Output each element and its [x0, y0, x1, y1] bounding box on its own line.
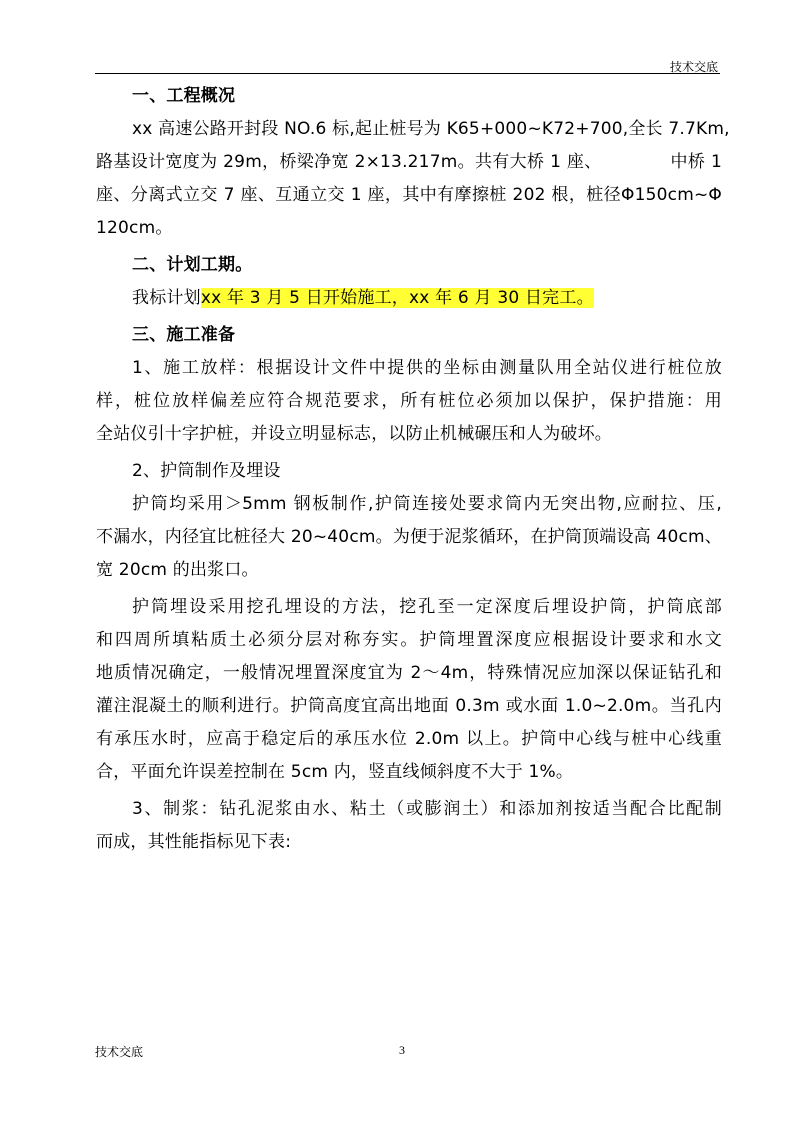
paragraph-line: 和四周所填粘质土必须分层对称夯实。护筒埋置深度应根据设计要求和水文 — [96, 630, 722, 650]
paragraph-line: 有承压水时，应高于稳定后的承压水位 2.0m 以上。护筒中心线与桩中心线重 — [96, 729, 722, 749]
paragraph-line: 座、分离式立交 7 座、互通立交 1 座，其中有摩擦桩 202 根，桩径Φ150cm~Φ — [96, 185, 722, 205]
section-1-title: 一、工程概况 — [132, 86, 236, 106]
plan-line — [96, 282, 722, 315]
paragraph-line: 120cm。 — [96, 218, 173, 238]
plan-highlight: xx 年 3 月 5 日开始施工，xx 年 6 月 30 日完工。 — [200, 288, 594, 308]
paragraph-line: 合，平面允许误差控制在 5cm 内，竖直线倾斜度不大于 1%。 — [96, 762, 574, 782]
paragraph-line: 灌注混凝土的顺利进行。护筒高度宜高出地面 0.3m 或水面 1.0~2.0m。当孔内 — [96, 696, 722, 716]
paragraph-line: 护筒均采用＞5mm 钢板制作,护筒连接处要求筒内无突出物,应耐拉、压, — [132, 494, 722, 514]
paragraph-line: 全站仪引十字护桩，并设立明显标志，以防止机械碾压和人为破坏。 — [96, 424, 612, 444]
section-3-title: 三、施工准备 — [132, 325, 236, 345]
paragraph-line: 3、制浆：钻孔泥浆由水、粘土（或膨润土）和添加剂按适当配合比配制 — [132, 799, 722, 819]
footer-label: 技术交底 — [95, 1045, 144, 1059]
item-2-title: 2、护筒制作及埋设 — [132, 461, 281, 481]
paragraph-line: 样，桩位放样偏差应符合规范要求，所有桩位必须加以保护，保护措施：用 — [96, 391, 722, 411]
paragraph-line: 1、施工放样：根据设计文件中提供的坐标由测量队用全站仪进行桩位放 — [132, 358, 722, 378]
paragraph-line: xx 高速公路开封段 NO.6 标,起止桩号为 K65+000~K72+700,全长 7.7Km, — [132, 119, 730, 139]
header-rule — [95, 73, 720, 74]
paragraph-line: 而成，其性能指标见下表: — [96, 832, 292, 852]
header-label: 技术交底 — [669, 60, 718, 74]
section-2-title: 二、计划工期。 — [132, 255, 253, 275]
page-number: 3 — [399, 1043, 405, 1057]
paragraph-line: 不漏水，内径宜比桩径大 20~40cm。为便于泥浆循环，在护筒顶端设高 40cm、 — [96, 527, 722, 547]
paragraph-line: 宽 20cm 的出浆口。 — [96, 560, 259, 580]
body-content — [96, 80, 730, 859]
plan-prefix: 我标计划 — [132, 288, 201, 308]
paragraph-line: 护筒埋设采用挖孔埋设的方法，挖孔至一定深度后埋设护筒，护筒底部 — [132, 597, 722, 617]
paragraph-line: 路基设计宽度为 29m，桥梁净宽 2×13.217m。共有大桥 1 座、 中桥 1 — [96, 152, 722, 172]
paragraph-line: 地质情况确定，一般情况埋置深度宜为 2～4m，特殊情况应加深以保证钻孔和 — [96, 663, 722, 683]
